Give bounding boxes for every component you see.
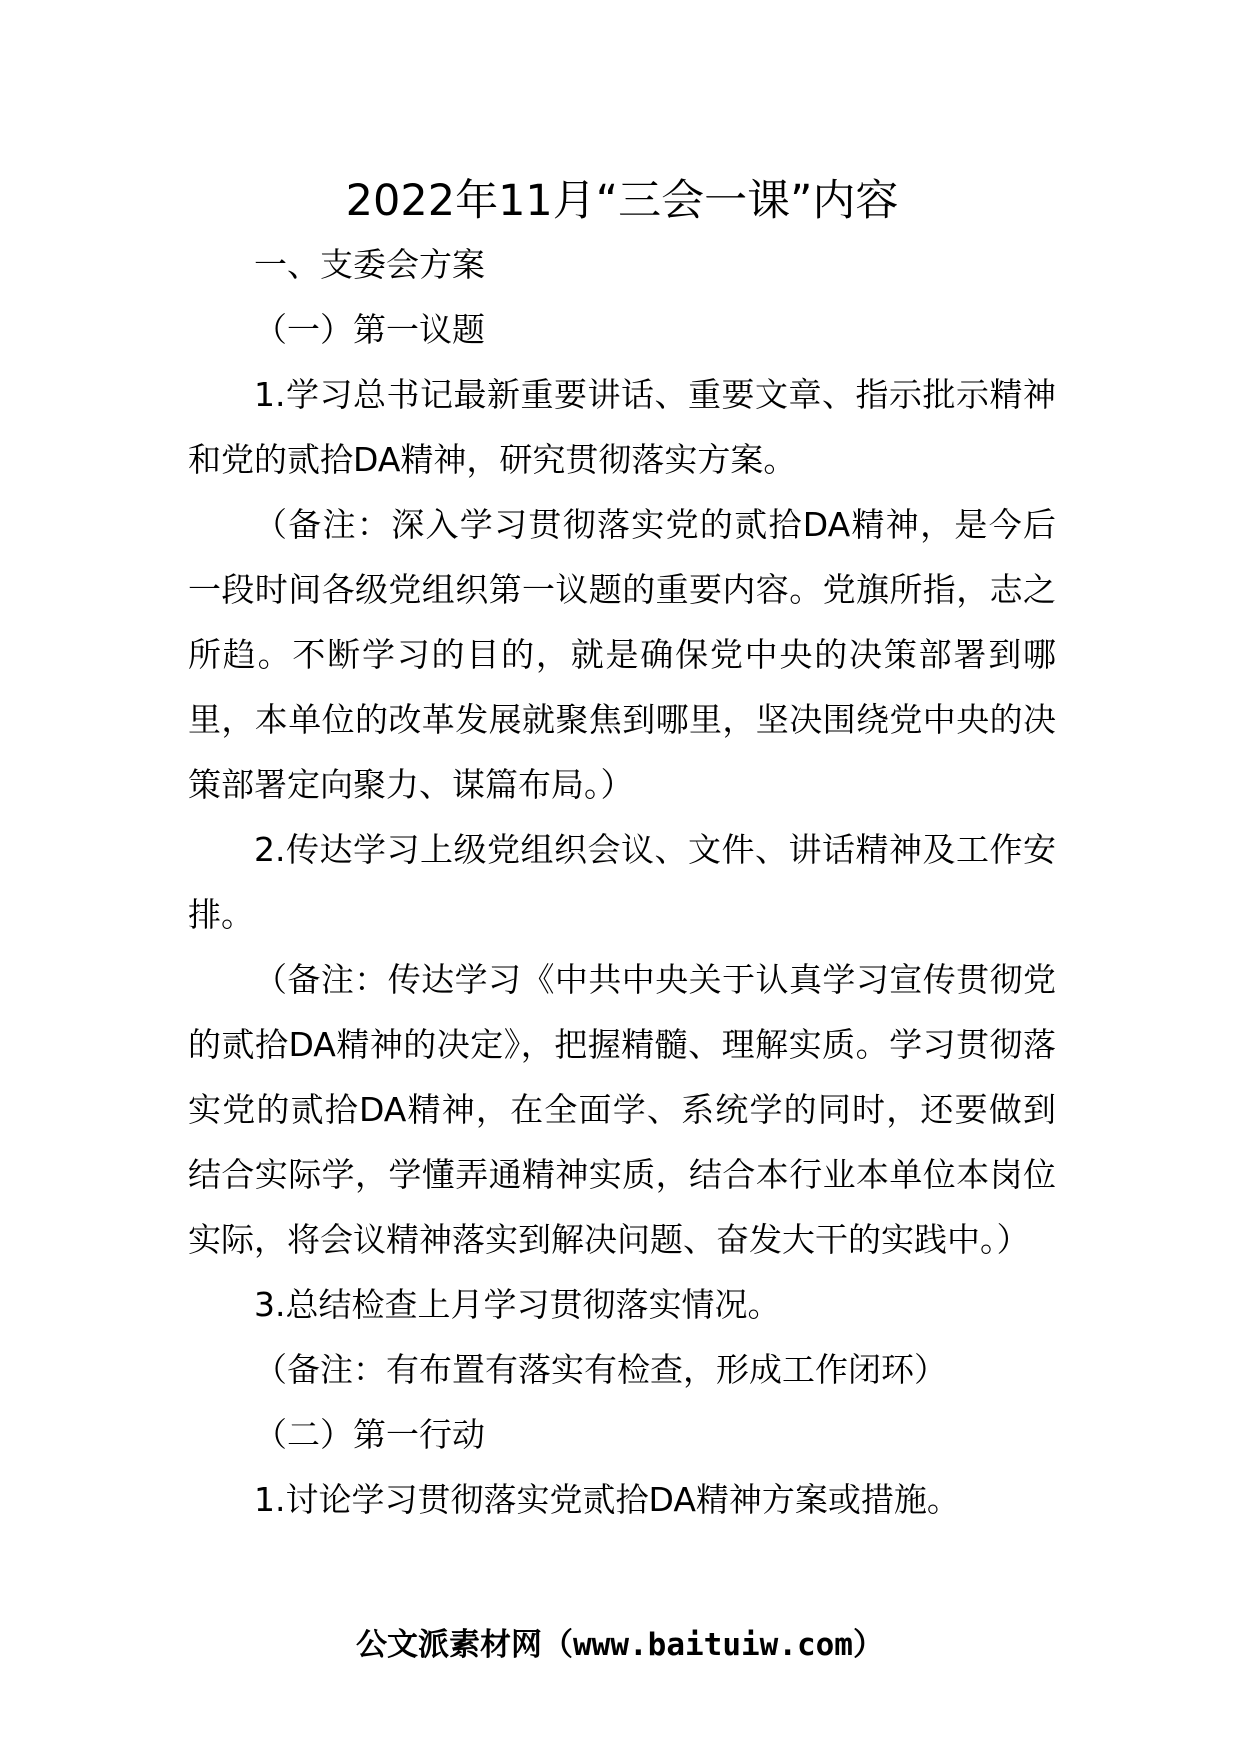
watermark-footer: [0, 1620, 1240, 1670]
paragraph: 1.讨论学习贯彻落实党贰拾DA精神方案或措施。: [254, 1480, 960, 1519]
section-heading: 一、支委会方案: [254, 245, 485, 284]
subsection-heading: （一）第一议题: [254, 310, 485, 349]
note-paragraph: （备注：有布置有落实有检查，形成工作闭环）: [254, 1350, 947, 1389]
paragraph: 2.传达学习上级党组织会议、文件、讲话精神及工作安排。: [188, 830, 1056, 934]
document-page: [188, 170, 1056, 1532]
paragraph: 1.学习总书记最新重要讲话、重要文章、指示批示精神和党的贰拾DA精神，研究贯彻落实方案。: [188, 375, 1056, 479]
paragraph: 3.总结检查上月学习贯彻落实情况。: [254, 1285, 781, 1324]
note-paragraph: （备注：传达学习《中共中央关于认真学习宣传贯彻党的贰拾DA精神的决定》，把握精髓、理解实质。学习贯彻落实党的贰拾DA精神，在全面学、系统学的同时，还要做到结合实际学，学懂弄通精神实质，结合本行业本单位本岗位实际，将会议精神落实到解决问题、奋发大干的实践中。）: [188, 960, 1056, 1259]
document-body: [188, 232, 1056, 1532]
subsection-heading: （二）第一行动: [254, 1415, 485, 1454]
document-title: 2022年11月“三会一课”内容: [345, 176, 899, 226]
footer-url: （www.baituiw.com）: [542, 1627, 884, 1663]
note-paragraph: （备注：深入学习贯彻落实党的贰拾DA精神，是今后一段时间各级党组织第一议题的重要内容。党旗所指，志之所趋。不断学习的目的，就是确保党中央的决策部署到哪里，本单位的改革发展就聚焦到哪里，坚决围绕党中央的决策部署定向聚力、谋篇布局。）: [188, 505, 1056, 804]
footer-site-name: 公文派素材网: [356, 1627, 543, 1663]
